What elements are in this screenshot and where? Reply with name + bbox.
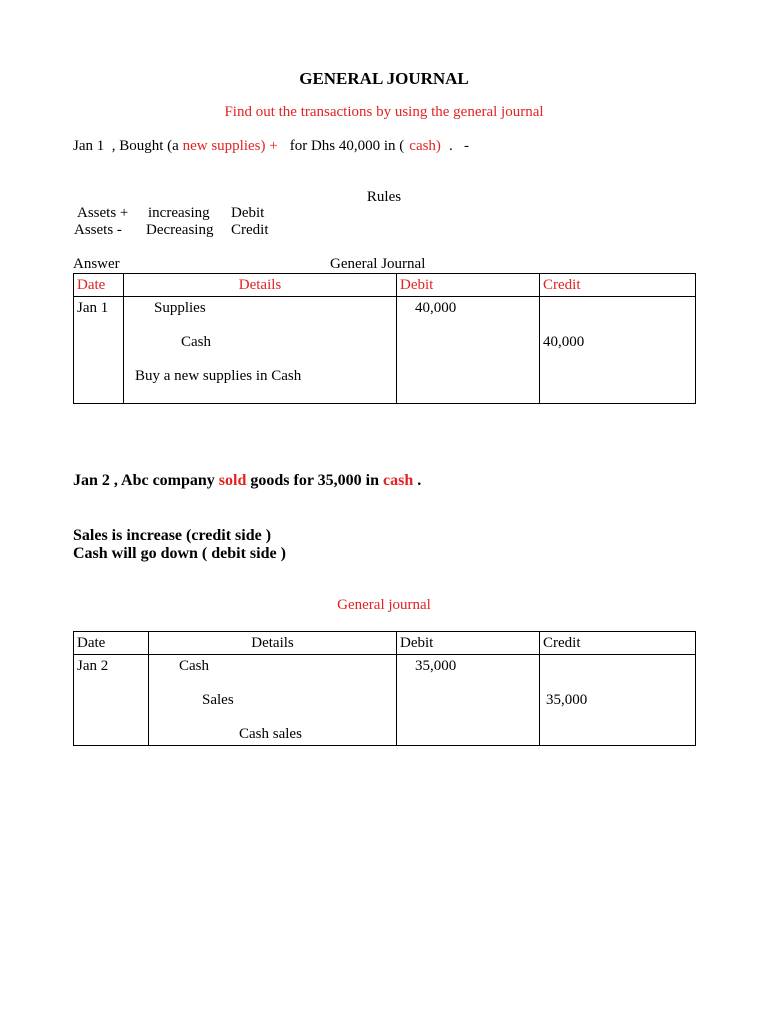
rule-1-direction: increasing (148, 205, 210, 221)
journal-1-debit-amount: 40,000 (415, 300, 457, 316)
journal-1-details-cell (124, 297, 397, 404)
journal-2-date-cell (74, 655, 149, 746)
journal-1-header-details-label: Details (238, 277, 282, 293)
rule-2-account: Assets - (74, 222, 122, 238)
journal-2-header-date (74, 632, 149, 655)
journal-2-debit-amount: 35,000 (415, 658, 457, 674)
journal-1-header-debit (397, 274, 540, 297)
journal-2-header-credit-label: Credit (543, 635, 581, 651)
journal-2-narration: Cash sales (239, 726, 302, 742)
journal-2-header-debit-label: Debit (400, 635, 434, 651)
transaction-2-middle: goods for 35,000 in (246, 472, 383, 489)
journal-1-header-credit (540, 274, 696, 297)
journal-1-header-credit-label: Credit (543, 277, 581, 293)
transaction-1-middle: for Dhs 40,000 in ( (289, 138, 405, 154)
analysis-line-1: Sales is increase (credit side ) (73, 527, 272, 544)
journal-1-entry-row (74, 297, 696, 404)
analysis-line-2: Cash will go down ( debit side ) (73, 545, 286, 562)
transaction-2-line (73, 472, 421, 490)
journal-2-date: Jan 2 (77, 658, 109, 674)
journal-2-credit-cell (540, 655, 696, 746)
journal-1-header-date-label: Date (77, 277, 106, 293)
journal-1-narration: Buy a new supplies in Cash (135, 368, 302, 384)
journal-2-header-details-label: Details (251, 635, 294, 651)
journal-2-header-date-label: Date (77, 635, 106, 651)
journal-1-credit-amount: 40,000 (543, 334, 585, 350)
transaction-1-prefix: Jan 1 , Bought (a (73, 138, 183, 154)
journal-1-credit-account: Cash (181, 334, 211, 350)
transaction-2-verb: sold (218, 472, 247, 489)
journal-2-header-debit (397, 632, 540, 655)
rule-1-side: Debit (231, 205, 265, 221)
instruction-text: Find out the transactions by using the general journal (224, 104, 544, 120)
transaction-2-suffix: . (413, 472, 422, 489)
journal-1-header-details (124, 274, 397, 297)
transaction-1-suffix: . - (448, 138, 469, 154)
journal-2-header-details (149, 632, 397, 655)
journal-1-header-row (74, 274, 696, 297)
journal-2-debit-cell (397, 655, 540, 746)
answer-label: Answer (73, 256, 120, 272)
journal-1-title: General Journal (330, 256, 426, 272)
journal-2-details-cell (149, 655, 397, 746)
journal-1-debit-account: Supplies (154, 300, 206, 316)
journal-2-debit-account: Cash (179, 658, 209, 674)
journal-2-entry-row (74, 655, 696, 746)
rule-1-account: Assets + (77, 205, 129, 221)
journal-2-header-credit (540, 632, 696, 655)
journal-2-header-row (74, 632, 696, 655)
transaction-1-item: new supplies) + (182, 138, 278, 154)
transaction-1-line (73, 138, 469, 155)
journal-1-header-debit-label: Debit (400, 277, 434, 293)
transaction-1-method: cash) (409, 138, 441, 154)
journal-2-credit-account: Sales (202, 692, 234, 708)
journal-1-date: Jan 1 (77, 300, 109, 316)
journal-1-credit-cell (540, 297, 696, 404)
journal-1-date-cell (74, 297, 124, 404)
rules-title: Rules (366, 189, 402, 205)
journal-1-table (73, 273, 696, 404)
page-title: GENERAL JOURNAL (299, 69, 469, 88)
transaction-2-method: cash (382, 472, 414, 489)
transaction-2-prefix: Jan 2 , Abc company (73, 472, 219, 489)
rule-2-side: Credit (231, 222, 269, 238)
journal-1-debit-cell (397, 297, 540, 404)
rule-2-direction: Decreasing (146, 222, 214, 238)
journal-2-title: General journal (337, 597, 431, 613)
journal-1-header-date (74, 274, 124, 297)
journal-2-table (73, 631, 696, 746)
journal-2-credit-amount: 35,000 (546, 692, 588, 708)
